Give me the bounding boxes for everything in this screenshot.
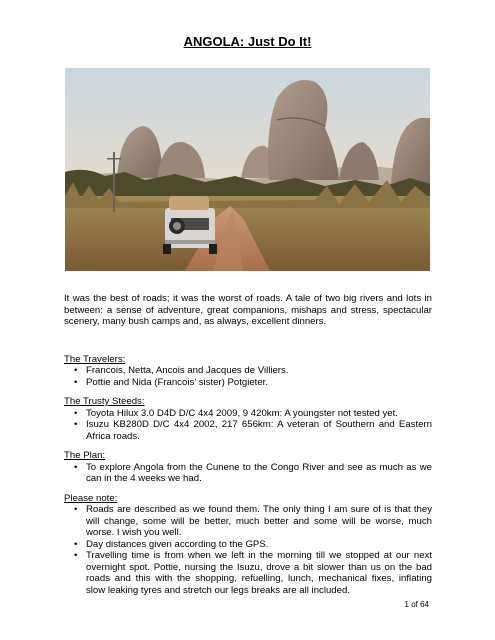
- section-heading: The Travelers:: [64, 353, 126, 365]
- list-item: • Francois, Netta, Ancois and Jacques de Villiers.: [86, 365, 432, 377]
- list-item: • Day distances given according to the GPS.: [86, 539, 432, 551]
- section-heading: Please note:: [64, 492, 118, 504]
- list-item: • Isuzu KB280D D/C 4x4 2002, 217 656km: A veteran of Southern and Eastern Africa roads.: [86, 419, 432, 442]
- section-trusty-steeds: [64, 396, 432, 442]
- landscape-photo: [65, 68, 430, 271]
- section-please-note: [64, 493, 432, 597]
- section-heading: The Trusty Steeds:: [64, 396, 145, 407]
- intro-paragraph: It was the best of roads; it was the worst of roads. A tale of two big rivers and lots in between: a sense of adventure, great companions, mishaps and stress, spectacular scenery, many bush camps and, as always, excellent dinners.: [64, 293, 432, 327]
- list-item: • To explore Angola from the Cunene to the Congo River and see as much as we can in the 4 weeks we had.: [86, 462, 432, 485]
- list-item: • Toyota Hilux 3.0 D4D D/C 4x4 2009, 9 420km: A youngster not tested yet.: [86, 408, 432, 420]
- list-item: • Pottie and Nida (Francois’ sister) Potgieter.: [86, 377, 432, 389]
- document-body: [64, 293, 432, 604]
- list-item: • Roads are described as we found them. The only thing I am sure of is that they will change, some will be better, much better and some will be worse, much worse. I wish you well.: [86, 504, 432, 539]
- section-plan: [64, 450, 432, 485]
- page-number: 1 of 64: [404, 600, 429, 609]
- list-item: • Travelling time is from when we left in the morning till we stopped at our next overnight spot. Pottie, nursing the Isuzu, drove a bit slower than us on the bad roads and this with the shopping, refuelling, lunch, mechanical fixes, inflating slow leaking tyres and stretch our legs breaks are all included.: [86, 550, 432, 596]
- bullet-list: [64, 408, 432, 443]
- bullet-list: [64, 462, 432, 485]
- bullet-list: [64, 365, 432, 388]
- page-title: ANGOLA: Just Do It!: [183, 34, 312, 49]
- section-heading: The Plan:: [64, 450, 106, 461]
- bullet-list: [64, 504, 432, 596]
- section-travelers: [64, 354, 432, 389]
